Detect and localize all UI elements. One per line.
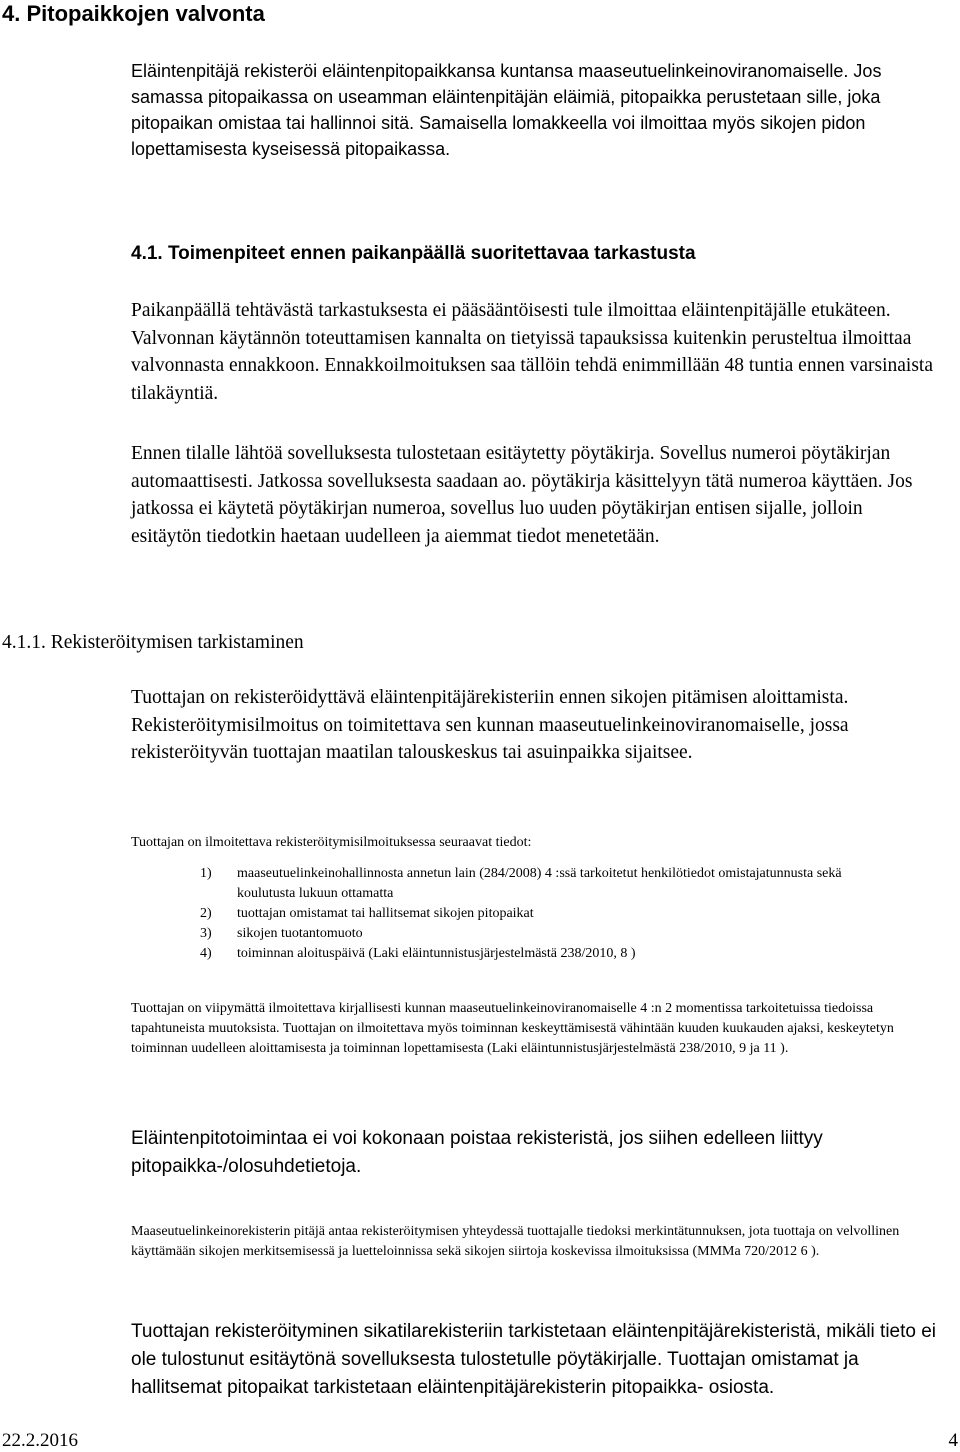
removal-paragraph: Eläintenpitotoimintaa ei voi kokonaan poistaa rekisteristä, jos siihen edelleen liittyy pitopaikka-/olosuhdetietoja. <box>131 1128 823 1177</box>
register-keeper-paragraph: Maaseutuelinkeinorekisterin pitäjä antaa rekisteröitymisen yhteydessä tuottajalle tiedoksi merkintätunnuksen, jota tuottaja on velvollinen käyttämään sikojen merkitsemisessä ja luetteloinnissa sekä sikojen siirtoja koskevissa ilmoituksissa (MMMa 720/2012 6 ). <box>131 1224 900 1259</box>
check-paragraph: Tuottajan rekisteröityminen sikatilarekisteriin tarkistetaan eläintenpitäjärekisteristä, mikäli tieto ei ole tulostunut esitäytönä sovelluksesta tulostetulle pöytäkirjalle. Tuottajan omistamat ja hallitsemat pitopaikat tarkistetaan eläintenpitäjärekisterin pitopaikka- osiosta. <box>131 1321 937 1398</box>
required-info-list <box>200 864 880 964</box>
list-intro: Tuottajan on ilmoitettava rekisteröitymisilmoituksessa seuraavat tiedot: <box>131 835 532 850</box>
page-number: 4 <box>948 1430 958 1451</box>
list-item: 2) tuottajan omistamat tai hallitsemat sikojen pitopaikat <box>200 906 534 921</box>
intro-paragraph: Eläintenpitäjä rekisteröi eläintenpitopaikkansa kuntansa maaseutuelinkeinoviranomaiselle. Jos samassa pitopaikassa on useamman eläintenpitäjän eläimiä, pitopaikka perustetaan sille, joka pitopaikan omistaa tai hallinnoi sitä. Samaisella lomakkeella voi ilmoittaa myös sikojen pidon lopettamisesta kyseisessä pitopaikassa. <box>131 61 882 159</box>
subsubsection-heading: 4.1.1. Rekisteröitymisen tarkistaminen <box>2 632 304 653</box>
subsection-paragraph-1: Paikanpäällä tehtävästä tarkastuksesta ei pääsääntöisesti tule ilmoittaa eläintenpitäjälle etukäteen. Valvonnan käytännön toteuttamisen kannalta on tietyissä tapauksissa kuitenkin perusteltua ilmoittaa valvonnasta ennakkoon. Ennakkoilmoituksen saa tällöin tehdä enimmillään 48 tuntia ennen varsinaista tilakäyntiä. <box>131 300 934 404</box>
list-item: 3) sikojen tuotantomuoto <box>200 926 363 941</box>
changes-paragraph: Tuottajan on viipymättä ilmoitettava kirjallisesti kunnan maaseutuelinkeinoviranomaiselle 4 :n 2 momentissa tarkoitetuissa tiedoissa tapahtuneista muutoksista. Tuottajan on ilmoitettava myös toiminnan keskeyttämisestä vähintään kuuden kuukauden ajaksi, keskeytetyn toiminnan uudelleen aloittamisesta ja toiminnan lopettamisesta (Laki eläintunnistusjärjestelmästä 238/2010, 9 ja 11 ). <box>131 1001 894 1056</box>
section-heading: 4. Pitopaikkojen valvonta <box>2 1 265 26</box>
subsection-paragraph-2: Ennen tilalle lähtöä sovelluksesta tulostetaan esitäytetty pöytäkirja. Sovellus numeroi pöytäkirjan automaattisesti. Jatkossa sovelluksesta saadaan ao. pöytäkirja käsittelyyn tätä numeroa käyttäen. Jos jatkossa ei käytetä pöytäkirjan numeroa, sovellus luo uuden pöytäkirjan entisen sijalle, jolloin esitäytön tiedotkin haetaan uudelleen ja aiemmat tiedot menetetään. <box>131 443 913 547</box>
subsection-heading: 4.1. Toimenpiteet ennen paikanpäällä suoritettavaa tarkastusta <box>131 243 696 264</box>
footer-date: 22.2.2016 <box>2 1430 78 1451</box>
list-item: 1) maaseutuelinkeinohallinnosta annetun lain (284/2008) 4 :ssä tarkoitetut henkilötiedot omistajatunnusta sekä koulutusta lukuun ottamatta <box>200 866 842 901</box>
registration-paragraph: Tuottajan on rekisteröidyttävä eläintenpitäjärekisteriin ennen sikojen pitämisen aloittamista. Rekisteröitymisilmoitus on toimitettava sen kunnan maaseutuelinkeinoviranomaiselle, jossa rekisteröityvän tuottajan maatilan talouskeskus tai asuinpaikka sijaitsee. <box>131 687 849 763</box>
list-item: 4) toiminnan aloituspäivä (Laki eläintunnistusjärjestelmästä 238/2010, 8 ) <box>200 946 636 961</box>
